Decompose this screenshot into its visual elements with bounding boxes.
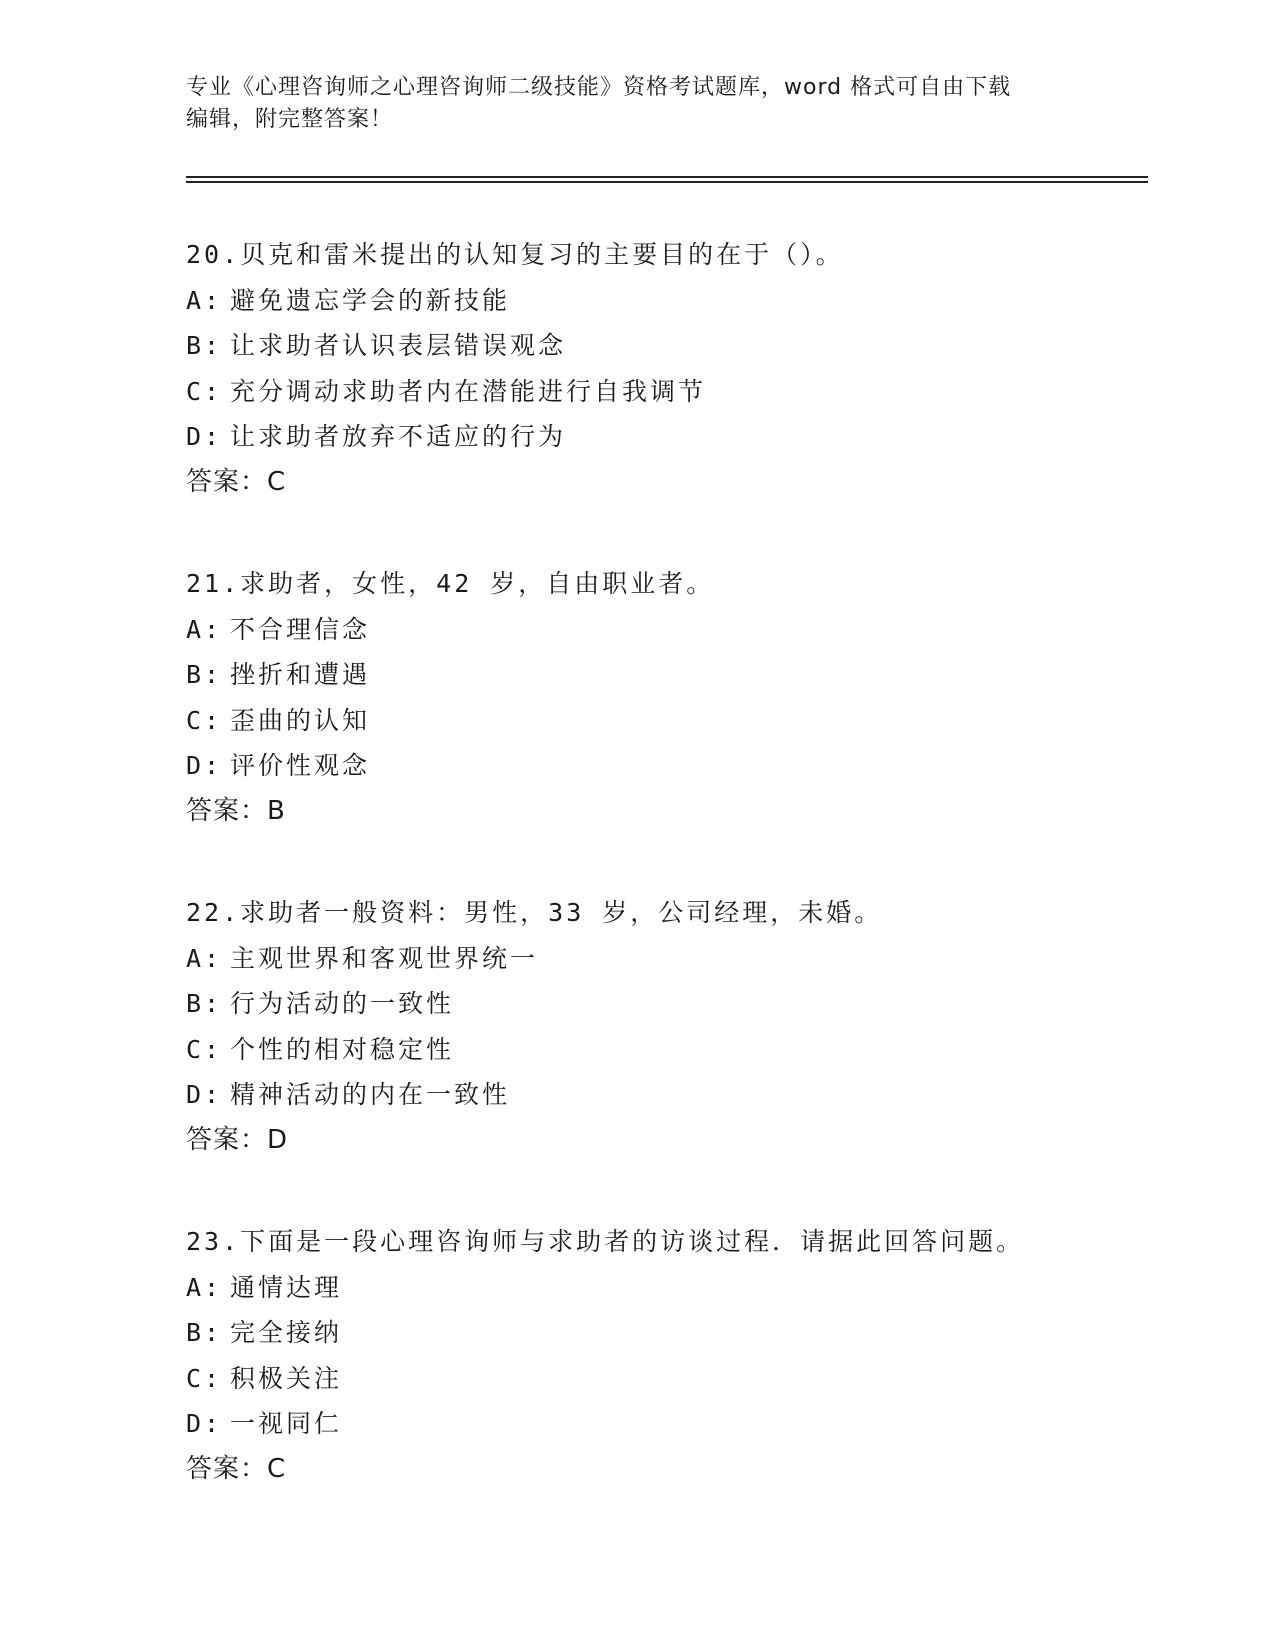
option-text: 个性的相对稳定性 [230, 1034, 455, 1064]
option-d [186, 743, 1146, 789]
option-text: 不合理信念 [230, 614, 371, 644]
option-a [186, 936, 1146, 982]
option-text: 歪曲的认知 [230, 705, 371, 735]
question-item [186, 1219, 1146, 1492]
option-c [186, 1027, 1146, 1073]
question-list [186, 232, 1146, 1548]
option-a [186, 1265, 1146, 1311]
option-c [186, 698, 1146, 744]
option-letter: D: [186, 751, 223, 780]
option-text: 主观世界和客观世界统一 [230, 943, 539, 973]
option-text: 避免遗忘学会的新技能 [230, 285, 511, 315]
option-letter: D: [186, 1080, 223, 1109]
option-b [186, 981, 1146, 1027]
question-item [186, 890, 1146, 1163]
option-text: 评价性观念 [230, 751, 371, 780]
option-a [186, 278, 1146, 324]
option-letter: D: [186, 422, 223, 451]
document-header [186, 72, 1086, 136]
option-text: 精神活动的内在一致性 [230, 1080, 511, 1109]
answer-line: 答案：C [186, 466, 287, 497]
option-a [186, 607, 1146, 653]
header-line-1: 专业《心理咨询师之心理咨询师二级技能》资格考试题库，word 格式可自由下载 [186, 75, 1012, 100]
option-text: 完全接纳 [230, 1318, 343, 1347]
option-b [186, 323, 1146, 369]
question-stem: 20.贝克和雷米提出的认知复习的主要目的在于（）。 [186, 240, 844, 269]
option-letter: A: [186, 943, 223, 973]
option-d [186, 1401, 1146, 1447]
option-letter: A: [186, 614, 223, 644]
header-line-2: 编辑，附完整答案！ [186, 107, 394, 132]
option-letter: C: [186, 376, 223, 406]
option-letter: B: [186, 1318, 223, 1347]
question-item [186, 232, 1146, 505]
option-text: 让求助者放弃不适应的行为 [230, 422, 567, 451]
option-letter: A: [186, 285, 223, 315]
question-stem: 22.求助者一般资料：男性，33 岁，公司经理，未婚。 [186, 898, 883, 927]
option-text: 行为活动的一致性 [230, 989, 455, 1018]
question-stem: 21.求助者，女性，42 岁，自由职业者。 [186, 569, 715, 598]
option-letter: C: [186, 1363, 223, 1393]
option-text: 让求助者认识表层错误观念 [230, 331, 567, 360]
header-divider-top [186, 176, 1148, 178]
answer-line: 答案：B [186, 795, 286, 826]
option-b [186, 652, 1146, 698]
option-b [186, 1310, 1146, 1356]
option-text: 通情达理 [230, 1272, 343, 1302]
option-letter: B: [186, 989, 223, 1018]
option-c [186, 1356, 1146, 1402]
question-item [186, 561, 1146, 834]
option-text: 积极关注 [230, 1363, 343, 1393]
option-d [186, 1072, 1146, 1118]
option-c [186, 369, 1146, 415]
option-letter: C: [186, 705, 223, 735]
option-text: 一视同仁 [230, 1409, 343, 1438]
answer-line: 答案：C [186, 1453, 287, 1484]
answer-line: 答案：D [186, 1124, 289, 1155]
option-d [186, 414, 1146, 460]
option-letter: D: [186, 1409, 223, 1438]
header-divider-bottom [186, 181, 1148, 183]
option-letter: C: [186, 1034, 223, 1064]
option-text: 充分调动求助者内在潜能进行自我调节 [230, 376, 707, 406]
option-letter: A: [186, 1272, 223, 1302]
option-text: 挫折和遭遇 [230, 660, 371, 689]
option-letter: B: [186, 660, 223, 689]
question-stem: 23.下面是一段心理咨询师与求助者的访谈过程．请据此回答问题。 [186, 1227, 1025, 1256]
option-letter: B: [186, 331, 223, 360]
